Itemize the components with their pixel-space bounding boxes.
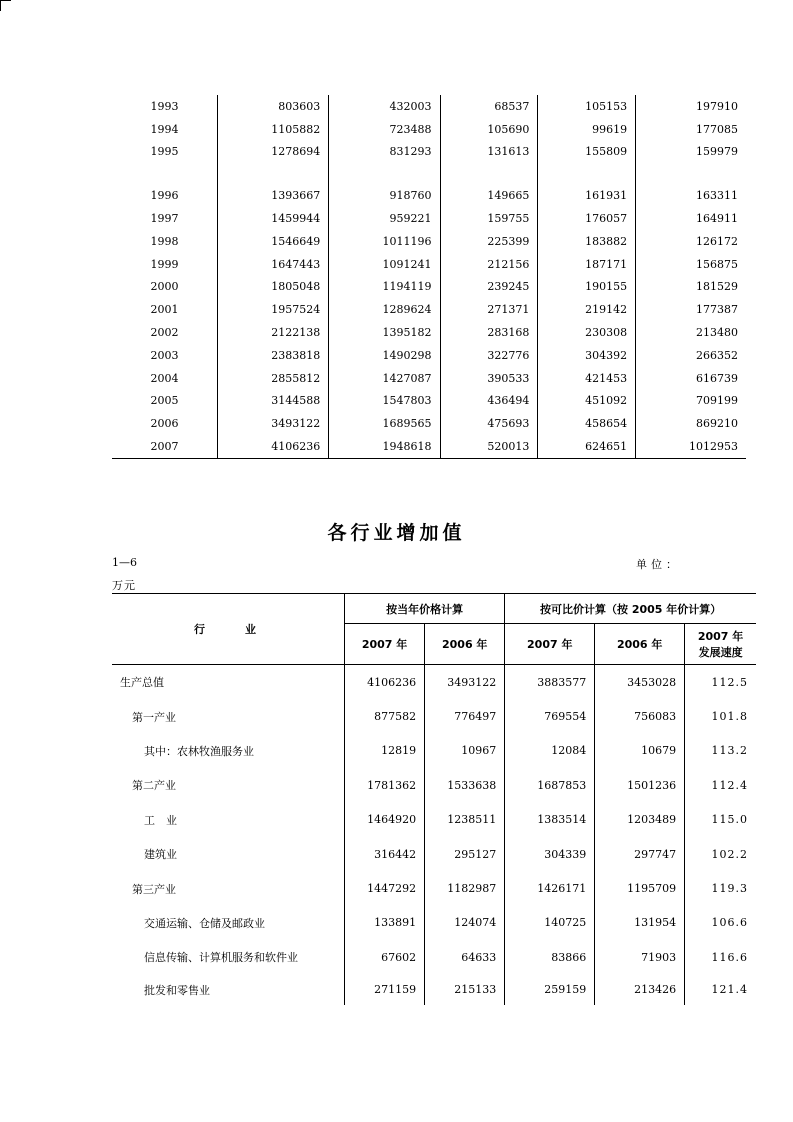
industry-value-added-table <box>112 593 756 1005</box>
value-cell: 131613 <box>440 141 538 164</box>
value-cell: 451092 <box>538 390 636 413</box>
year-cell: 2001 <box>150 303 179 317</box>
industry-name: 第二产业 <box>132 779 176 793</box>
value-cell: 1427087 <box>329 367 440 390</box>
growth-cell: 119.3 <box>685 871 756 905</box>
value-cell: 259159 <box>505 975 595 1005</box>
value-cell: 2122138 <box>218 321 329 344</box>
year-cell: 1994 <box>150 122 179 136</box>
value-cell: 266352 <box>636 344 746 367</box>
value-cell: 421453 <box>538 367 636 390</box>
value-cell: 215133 <box>425 975 505 1005</box>
value-cell: 1447292 <box>345 871 425 905</box>
value-cell: 1182987 <box>425 871 505 905</box>
value-cell: 187171 <box>538 253 636 276</box>
growth-cell: 112.5 <box>685 665 756 700</box>
comparable-price-group-header: 按可比价计算（按 2005 年价计算） <box>505 594 756 624</box>
value-cell: 1687853 <box>505 768 595 802</box>
growth-cell: 115.0 <box>685 803 756 837</box>
growth-header-line2: 发展速度 <box>698 646 743 659</box>
value-cell: 475693 <box>440 412 538 435</box>
value-cell: 1395182 <box>329 321 440 344</box>
spacer-row <box>112 163 746 184</box>
value-cell: 624651 <box>538 435 636 458</box>
industry-name: 建筑业 <box>144 848 177 862</box>
table-row <box>112 665 756 700</box>
value-cell: 1957524 <box>218 298 329 321</box>
value-cell: 159755 <box>440 207 538 230</box>
value-cell: 520013 <box>440 435 538 458</box>
table-row <box>112 276 746 299</box>
annual-data-table <box>112 95 746 459</box>
table-row <box>112 253 746 276</box>
value-cell: 316442 <box>345 837 425 871</box>
comparable-2006-header: 2006 年 <box>595 624 685 665</box>
table-row <box>112 321 746 344</box>
growth-cell: 102.2 <box>685 837 756 871</box>
table-row <box>112 803 756 837</box>
value-cell: 219142 <box>538 298 636 321</box>
value-cell: 126172 <box>636 230 746 253</box>
value-cell: 177387 <box>636 298 746 321</box>
value-cell: 1012953 <box>636 435 746 458</box>
value-cell: 1091241 <box>329 253 440 276</box>
year-cell: 2002 <box>150 326 179 340</box>
value-cell: 709199 <box>636 390 746 413</box>
year-cell: 1998 <box>150 234 179 248</box>
value-cell: 4106236 <box>345 665 425 700</box>
value-cell: 3453028 <box>595 665 685 700</box>
value-cell: 1459944 <box>218 207 329 230</box>
year-cell: 1996 <box>150 189 179 203</box>
growth-cell: 101.8 <box>685 699 756 733</box>
table-row <box>112 734 756 768</box>
table-row <box>112 699 756 733</box>
value-cell: 105153 <box>538 95 636 118</box>
value-cell: 4106236 <box>218 435 329 458</box>
growth-cell: 106.6 <box>685 906 756 940</box>
value-cell: 2383818 <box>218 344 329 367</box>
growth-cell: 112.4 <box>685 768 756 802</box>
table-row <box>112 367 746 390</box>
industry-name: 生产总值 <box>120 676 164 690</box>
value-cell: 1533638 <box>425 768 505 802</box>
comparable-2007-header: 2007 年 <box>505 624 595 665</box>
value-cell: 190155 <box>538 276 636 299</box>
value-cell: 197910 <box>636 95 746 118</box>
value-cell: 124074 <box>425 906 505 940</box>
value-cell: 68537 <box>440 95 538 118</box>
value-cell: 322776 <box>440 344 538 367</box>
value-cell: 1464920 <box>345 803 425 837</box>
value-cell: 1393667 <box>218 184 329 207</box>
value-cell: 1501236 <box>595 768 685 802</box>
value-cell: 959221 <box>329 207 440 230</box>
table-row <box>112 207 746 230</box>
growth-rate-header <box>685 624 756 665</box>
value-cell: 83866 <box>505 940 595 974</box>
value-cell: 71903 <box>595 940 685 974</box>
industry-name: 交通运输、仓储及邮政业 <box>144 916 265 930</box>
value-cell: 1546649 <box>218 230 329 253</box>
value-cell: 3883577 <box>505 665 595 700</box>
industry-name: 其中：农林牧渔服务业 <box>144 744 254 758</box>
current-2006-header: 2006 年 <box>425 624 505 665</box>
table-row <box>112 871 756 905</box>
value-cell: 159979 <box>636 141 746 164</box>
value-cell: 64633 <box>425 940 505 974</box>
value-cell: 161931 <box>538 184 636 207</box>
value-cell: 776497 <box>425 699 505 733</box>
table-row <box>112 230 746 253</box>
value-cell: 225399 <box>440 230 538 253</box>
table-row <box>112 975 756 1005</box>
value-cell: 297747 <box>595 837 685 871</box>
value-cell: 1195709 <box>595 871 685 905</box>
current-price-group-header: 按当年价格计算 <box>345 594 505 624</box>
value-cell: 3493122 <box>425 665 505 700</box>
value-cell: 105690 <box>440 118 538 141</box>
value-cell: 831293 <box>329 141 440 164</box>
current-2007-header: 2007 年 <box>345 624 425 665</box>
table-row <box>112 412 746 435</box>
value-cell: 164911 <box>636 207 746 230</box>
value-cell: 1426171 <box>505 871 595 905</box>
value-cell: 295127 <box>425 837 505 871</box>
year-cell: 2006 <box>150 417 179 431</box>
value-cell: 2855812 <box>218 367 329 390</box>
value-cell: 616739 <box>636 367 746 390</box>
unit-label: 单位： <box>636 558 681 571</box>
value-cell: 271371 <box>440 298 538 321</box>
table-row <box>112 837 756 871</box>
value-cell: 3144588 <box>218 390 329 413</box>
year-cell: 2005 <box>150 394 179 408</box>
value-cell: 1805048 <box>218 276 329 299</box>
section-title: 各行业增加值 <box>327 522 466 544</box>
page-corner-mark <box>0 0 11 11</box>
table-row <box>112 435 746 458</box>
value-cell: 230308 <box>538 321 636 344</box>
header-row <box>112 594 756 624</box>
value-cell: 1011196 <box>329 230 440 253</box>
year-cell: 1997 <box>150 212 179 226</box>
year-cell: 1995 <box>150 145 179 159</box>
table-row <box>112 95 746 118</box>
year-cell: 2003 <box>150 348 179 362</box>
value-cell: 1948618 <box>329 435 440 458</box>
table-row <box>112 141 746 164</box>
table-row <box>112 906 756 940</box>
value-cell: 304392 <box>538 344 636 367</box>
value-cell: 304339 <box>505 837 595 871</box>
value-cell: 10967 <box>425 734 505 768</box>
value-cell: 803603 <box>218 95 329 118</box>
value-cell: 1547803 <box>329 390 440 413</box>
growth-cell: 121.4 <box>685 975 756 1005</box>
value-cell: 12819 <box>345 734 425 768</box>
table-row <box>112 184 746 207</box>
value-cell: 156875 <box>636 253 746 276</box>
value-cell: 149665 <box>440 184 538 207</box>
industry-name: 工 业 <box>144 813 177 827</box>
value-cell: 10679 <box>595 734 685 768</box>
value-cell: 155809 <box>538 141 636 164</box>
value-cell: 877582 <box>345 699 425 733</box>
industry-name: 第三产业 <box>132 882 176 896</box>
table-row <box>112 768 756 802</box>
value-cell: 458654 <box>538 412 636 435</box>
table-row <box>112 940 756 974</box>
industry-header: 行 业 <box>112 594 345 665</box>
value-cell: 283168 <box>440 321 538 344</box>
value-cell: 723488 <box>329 118 440 141</box>
growth-cell: 116.6 <box>685 940 756 974</box>
value-cell: 183882 <box>538 230 636 253</box>
growth-cell: 113.2 <box>685 734 756 768</box>
value-cell: 1289624 <box>329 298 440 321</box>
value-cell: 67602 <box>345 940 425 974</box>
value-cell: 432003 <box>329 95 440 118</box>
value-cell: 436494 <box>440 390 538 413</box>
value-cell: 176057 <box>538 207 636 230</box>
value-cell: 1689565 <box>329 412 440 435</box>
value-cell: 131954 <box>595 906 685 940</box>
value-cell: 1238511 <box>425 803 505 837</box>
value-cell: 1105882 <box>218 118 329 141</box>
value-cell: 756083 <box>595 699 685 733</box>
value-cell: 140725 <box>505 906 595 940</box>
value-cell: 390533 <box>440 367 538 390</box>
value-cell: 3493122 <box>218 412 329 435</box>
value-cell: 1781362 <box>345 768 425 802</box>
value-cell: 177085 <box>636 118 746 141</box>
value-cell: 769554 <box>505 699 595 733</box>
year-cell: 1993 <box>150 99 179 113</box>
value-cell: 163311 <box>636 184 746 207</box>
value-cell: 99619 <box>538 118 636 141</box>
value-cell: 133891 <box>345 906 425 940</box>
growth-header-line1: 2007 年 <box>697 630 744 643</box>
industry-name: 信息传输、计算机服务和软件业 <box>144 951 298 965</box>
table-row <box>112 118 746 141</box>
year-cell: 1999 <box>150 257 179 271</box>
value-cell: 213426 <box>595 975 685 1005</box>
value-cell: 212156 <box>440 253 538 276</box>
value-cell: 12084 <box>505 734 595 768</box>
year-cell: 2000 <box>150 280 179 294</box>
value-cell: 1194119 <box>329 276 440 299</box>
value-cell: 1383514 <box>505 803 595 837</box>
value-cell: 271159 <box>345 975 425 1005</box>
value-cell: 1278694 <box>218 141 329 164</box>
year-cell: 2004 <box>150 371 179 385</box>
industry-name: 批发和零售业 <box>144 983 210 997</box>
value-cell: 869210 <box>636 412 746 435</box>
table-number: 1—6 <box>112 556 137 569</box>
value-cell: 1203489 <box>595 803 685 837</box>
value-cell: 1647443 <box>218 253 329 276</box>
table-row <box>112 390 746 413</box>
value-cell: 1490298 <box>329 344 440 367</box>
value-cell: 918760 <box>329 184 440 207</box>
value-cell: 181529 <box>636 276 746 299</box>
table-row <box>112 298 746 321</box>
value-cell: 239245 <box>440 276 538 299</box>
value-cell: 213480 <box>636 321 746 344</box>
unit-value: 万元 <box>112 579 136 592</box>
industry-name: 第一产业 <box>132 710 176 724</box>
year-cell: 2007 <box>112 435 218 458</box>
table-row <box>112 344 746 367</box>
